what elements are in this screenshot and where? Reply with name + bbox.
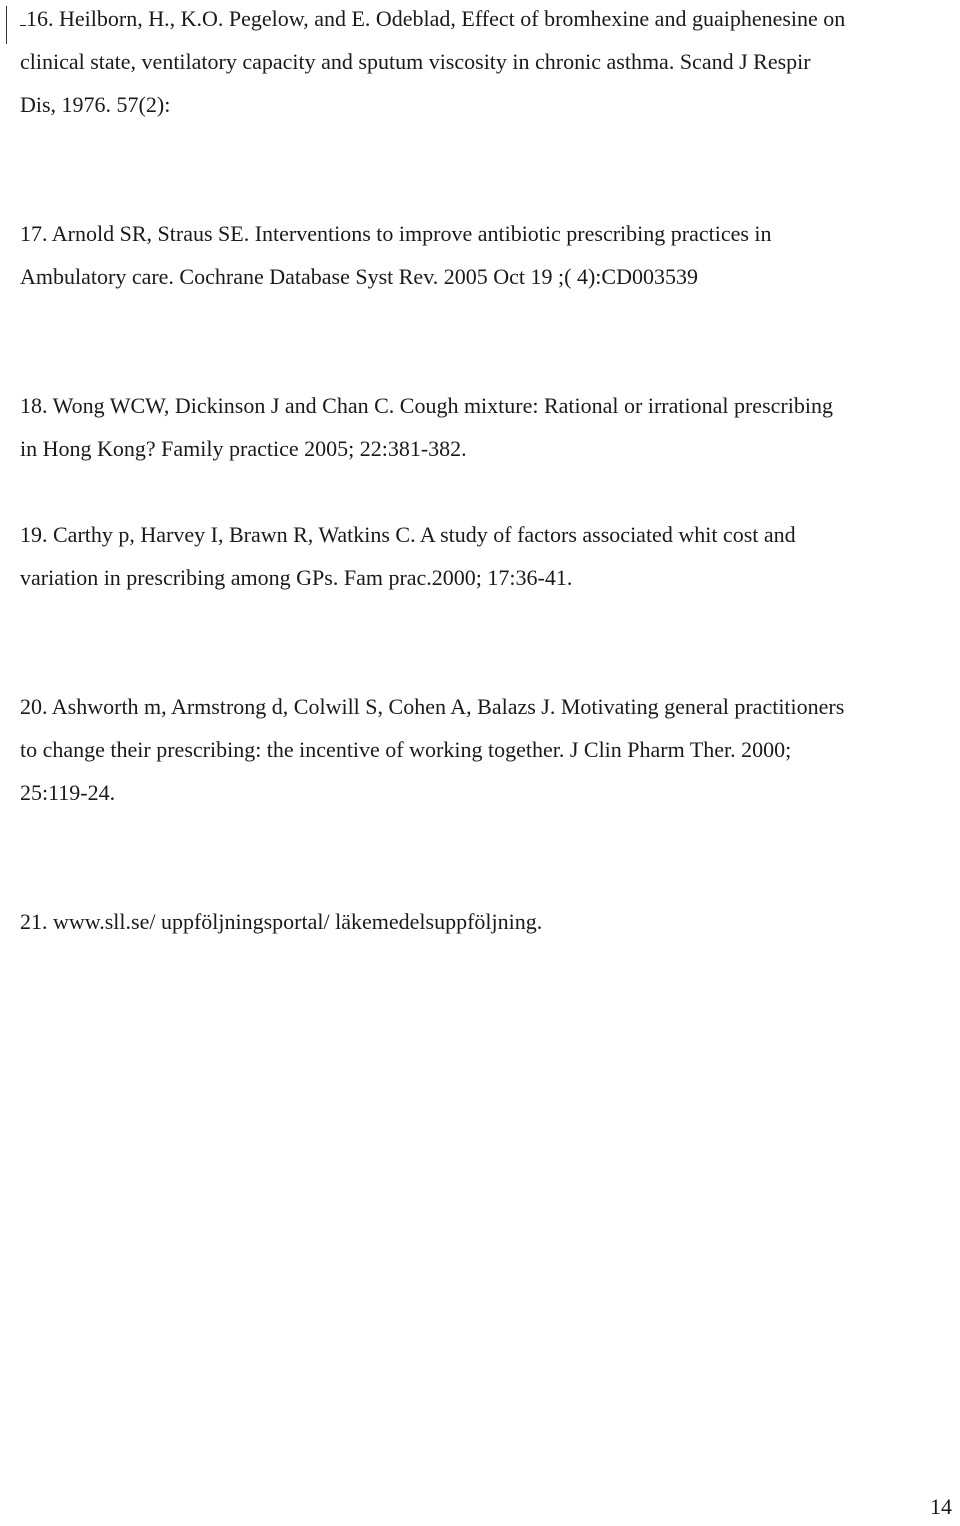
reference-18-line-1: 18. Wong WCW, Dickinson J and Chan C. Cough mixture: Rational or irrational prescribing (20, 393, 833, 418)
reference-17 (20, 212, 955, 298)
reference-17-line-2: Ambulatory care. Cochrane Database Syst Rev. 2005 Oct 19 ;( 4):CD003539 (20, 264, 698, 289)
reference-21 (20, 900, 955, 943)
reference-20-line-2: to change their prescribing: the incentive of working together. J Clin Pharm Ther. 2000; (20, 737, 792, 762)
reference-16-line-1: 16. Heilborn, H., K.O. Pegelow, and E. Odeblad, Effect of bromhexine and guaiphenesine on (20, 0, 955, 40)
reference-20-line-1: 20. Ashworth m, Armstrong d, Colwill S, Cohen A, Balazs J. Motivating general practitioners (20, 694, 845, 719)
reference-21-line-1: 21. www.sll.se/ uppföljningsportal/ läkemedelsuppföljning. (20, 909, 543, 934)
page-number: 14 (930, 1494, 952, 1519)
reference-19-line-2: variation in prescribing among GPs. Fam prac.2000; 17:36-41. (20, 565, 573, 590)
reference-17-line-1: 17. Arnold SR, Straus SE. Interventions to improve antibiotic prescribing practices in (20, 221, 772, 246)
reference-16-line-3: Dis, 1976. 57(2): (20, 92, 171, 117)
reference-20-line-3: 25:119-24. (20, 780, 116, 805)
reference-18-line-2: in Hong Kong? Family practice 2005; 22:381-382. (20, 436, 467, 461)
reference-16 (20, 0, 955, 126)
revision-margin-bar (6, 6, 7, 44)
reference-18 (20, 384, 955, 470)
reference-16-line-2: clinical state, ventilatory capacity and sputum viscosity in chronic asthma. Scand J Respir (20, 49, 811, 74)
reference-19-line-1: 19. Carthy p, Harvey I, Brawn R, Watkins C. A study of factors associated whit cost and (20, 522, 796, 547)
reference-20 (20, 685, 955, 814)
reference-19 (20, 513, 955, 599)
